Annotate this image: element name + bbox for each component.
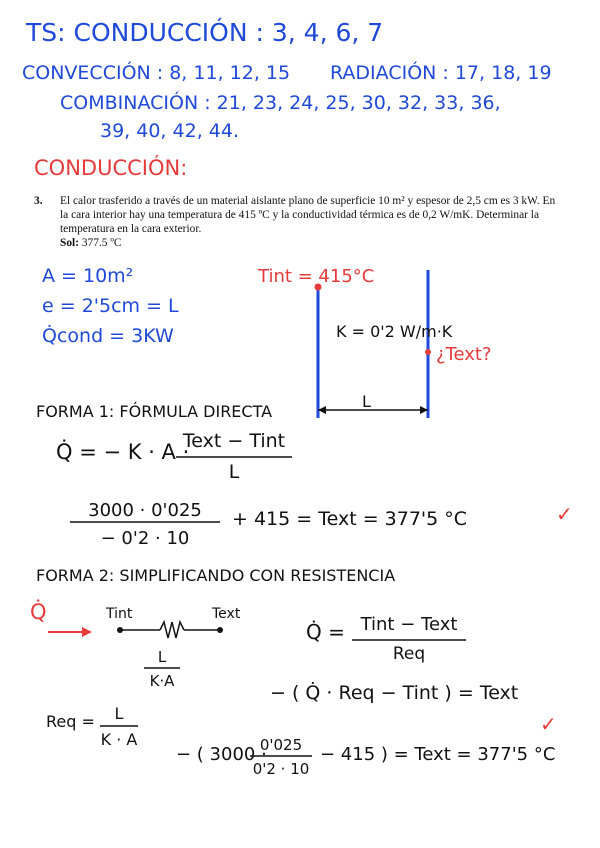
forma1-calc-result: + 415 = Text = 377'5 °C [232,508,468,530]
forma2-eq-lhs: Q̇ = [306,620,345,644]
forma1-lhs: Q̇ = − K · A · [56,440,190,464]
circuit-node-text: Text [212,606,241,622]
convection-list: CONVECCIÓN : 8, 11, 12, 15 [22,62,291,84]
diagram-tint: Tint = 415°C [258,266,375,287]
diagram-text-question: ¿Text? [436,344,492,365]
forma2-eq-denominator: Req [392,644,426,664]
diagram-length-label: L [362,392,371,411]
final-numerator: 0'025 [259,736,303,754]
given-heat: Q̇cond = 3KW [42,325,174,347]
given-area: A = 10m² [42,265,134,287]
ts-line: TS: CONDUCCIÓN : 3, 4, 6, 7 [26,18,384,47]
forma1-check: ✓ [556,502,573,526]
combination-line-1: COMBINACIÓN : 21, 23, 24, 25, 30, 32, 33, 36, [60,92,501,114]
forma1-denominator: L [228,461,240,483]
forma1-calc-denominator: − 0'2 · 10 [100,528,190,549]
forma2-q-label: Q̇ [30,600,47,624]
resistor-symbol [160,622,184,638]
forma2-title: FORMA 2: SIMPLIFICANDO CON RESISTENCIA [36,566,396,585]
forma2-check: ✓ [540,712,557,736]
resistance-denominator: K·A [149,672,175,690]
forma1-numerator: Text − Tint [182,430,286,452]
node-tint-dot [117,627,123,633]
forma2-eq-numerator: Tint − Text [360,614,458,635]
forma1-calc-numerator: 3000 · 0'025 [88,500,202,521]
final-denominator: 0'2 · 10 [252,760,310,778]
section-title: CONDUCCIÓN: [34,156,188,180]
req-numerator: L [114,704,124,723]
q-arrow-head [82,627,92,637]
sol-label: Sol: [60,237,79,249]
final-prefix: − ( 3000 · [176,744,267,765]
forma1-title: FORMA 1: FÓRMULA DIRECTA [36,402,273,421]
circuit-node-tint: Tint [106,606,133,622]
radiation-list: RADIACIÓN : 17, 18, 19 [330,62,552,84]
node-text-dot [217,627,223,633]
final-result: − 415 ) = Text = 377'5 °C [320,744,556,765]
req-lhs: Req = [46,712,95,731]
resistance-numerator: L [157,648,167,666]
combination-line-2: 39, 40, 42, 44. [100,120,239,142]
forma2-eq-solved: − ( Q̇ · Req − Tint ) = Text [270,682,519,704]
req-denominator: K · A [100,730,138,749]
problem-text: El calor trasferido a través de un material aislante plano de superficie 10 m² y espesor de 2,5 cm es 3 kW. En la cara interior hay una temperatura de 415 ºC y la conductividad térmica es de 0,2 W/mK. Determinar la temperatura en la cara exterior. [60,195,556,235]
text-point [425,349,431,355]
sol-value: 377.5 ºC [81,237,122,249]
given-thickness: e = 2'5cm = L [42,295,179,317]
diagram-k-value: K = 0'2 W/m·K [336,322,453,341]
problem-number: 3. [34,195,43,207]
